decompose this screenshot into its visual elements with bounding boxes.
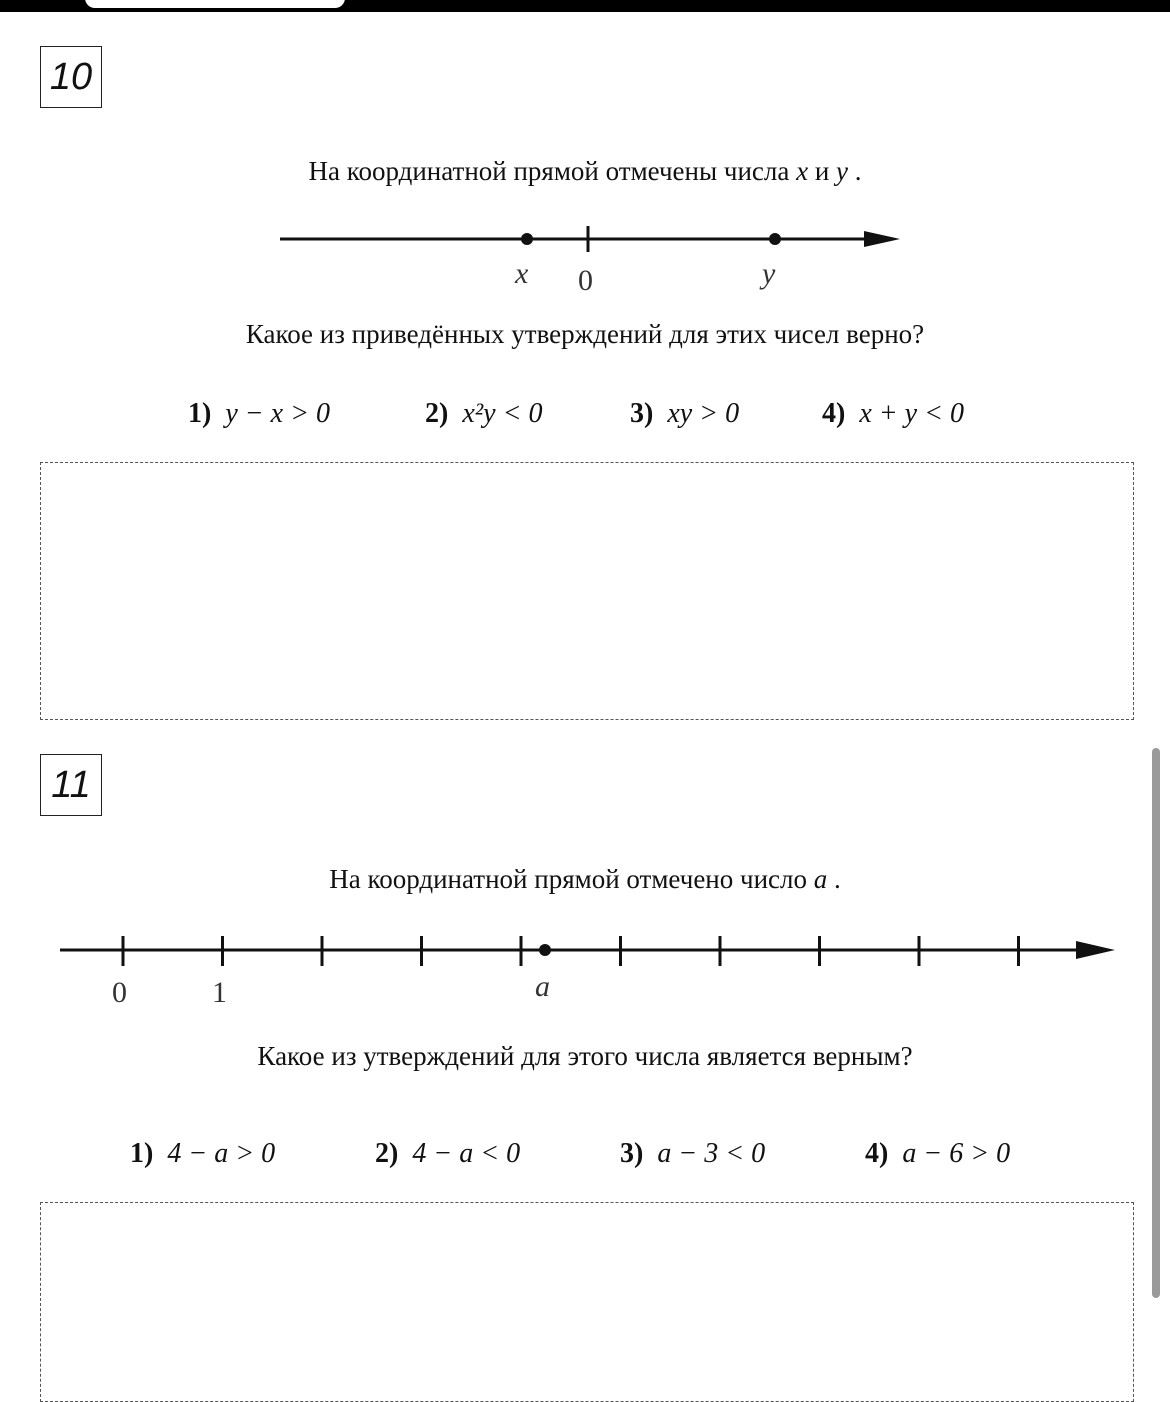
choice-expr: 4 − a > 0: [167, 1138, 276, 1169]
choice-expr: 4 − a < 0: [412, 1138, 521, 1169]
scrollbar[interactable]: [1152, 748, 1160, 1298]
task11-choice-3[interactable]: [620, 1138, 765, 1170]
axis-arrow-11: [1076, 941, 1115, 959]
choice-expr: x + y < 0: [859, 398, 964, 429]
task10-var-y: y: [836, 156, 849, 186]
point-a: [539, 944, 551, 956]
choice-number: 3): [620, 1138, 644, 1169]
label-y: y: [762, 257, 776, 290]
choice-number: 1): [188, 398, 212, 429]
choice-expr: y − x > 0: [225, 398, 330, 429]
choice-expr: xy > 0: [667, 398, 740, 429]
task10-period: .: [854, 156, 862, 186]
task11-period: .: [833, 864, 841, 894]
label-x: x: [515, 257, 529, 290]
label-one-11: 1: [212, 976, 227, 1009]
task10-and: и: [814, 156, 830, 186]
label-zero-11: 0: [112, 976, 127, 1009]
task10-var-x: x: [796, 156, 809, 186]
task-number-11: 11: [40, 754, 102, 816]
choice-expr: x²y < 0: [462, 398, 543, 429]
choice-number: 1): [130, 1138, 154, 1169]
task-number-10: 10: [40, 46, 102, 108]
task11-choice-2[interactable]: [375, 1138, 520, 1170]
choice-number: 4): [865, 1138, 889, 1169]
choice-number: 2): [375, 1138, 399, 1169]
choice-number: 2): [425, 398, 449, 429]
label-a: a: [535, 970, 550, 1003]
task11-choice-4[interactable]: [865, 1138, 1010, 1170]
task10-statement-text: На координатной прямой отмечены числа: [308, 156, 790, 186]
choice-expr: a − 3 < 0: [657, 1138, 766, 1169]
choice-expr: a − 6 > 0: [902, 1138, 1011, 1169]
task11-question: Какое из утверждений для этого числа является верным?: [257, 1041, 913, 1071]
task11-choice-1[interactable]: [130, 1138, 275, 1170]
choice-number: 4): [822, 398, 846, 429]
choice-number: 3): [630, 398, 654, 429]
task10-question: Какое из приведённых утверждений для этих чисел верно?: [245, 319, 925, 349]
label-zero-10: 0: [578, 264, 593, 297]
task11-var-a: a: [813, 864, 828, 894]
task11-statement-text: На координатной прямой отмечено число: [329, 864, 807, 894]
answer-box-11[interactable]: [40, 1202, 1134, 1402]
